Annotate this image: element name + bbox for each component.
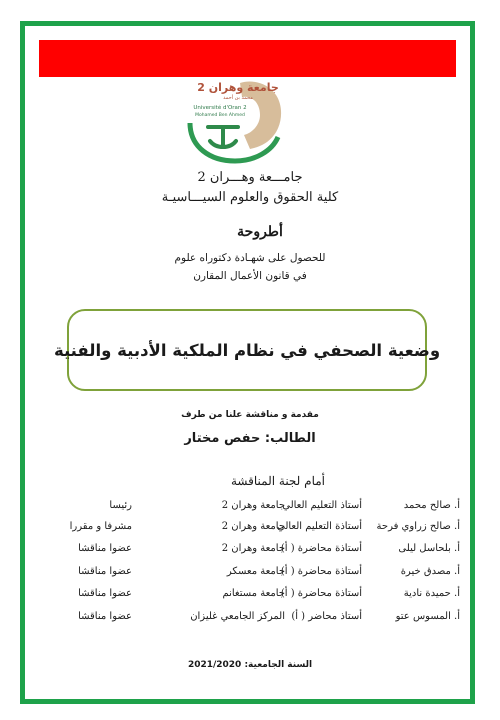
member-role: عضوا مناقشا [78, 588, 132, 599]
committee-member-row [0, 543, 500, 563]
member-institution: المركز الجامعي غليزان [190, 611, 285, 622]
member-rank: أستاذة محاضرة ( أ) [280, 588, 362, 599]
committee-member-row [0, 588, 500, 608]
committee-heading: أمام لجنة المناقشة [230, 474, 325, 488]
member-role: عضوا مناقشا [78, 611, 132, 622]
member-name: أ. المسوس عتو [395, 611, 460, 622]
member-rank: أستاذ التعليم العالي [282, 500, 362, 511]
member-name: أ. صالح زراوي فرحة [376, 521, 460, 532]
member-name: أ. صالح محمد [403, 500, 460, 511]
field-line: في قانون الأعمال المقارن [193, 270, 307, 282]
member-role: عضوا مناقشا [78, 543, 132, 554]
member-rank: أستاذة محاضرة ( أ) [280, 566, 362, 577]
member-institution: جامعة وهران 2 [221, 521, 285, 532]
member-institution: جامعة وهران 2 [221, 543, 285, 554]
member-name: أ. مصدق خيرة [400, 566, 460, 577]
committee-member-row [0, 500, 500, 520]
committee-member-row [0, 611, 500, 631]
logo-arabic-name: جامعة وهران 2 [197, 81, 279, 94]
faculty-line: كلية الحقوق والعلوم السيـــاسيـة [161, 190, 339, 205]
committee-member-row [0, 566, 500, 586]
member-institution: جامعة معسكر [226, 566, 285, 577]
thesis-title-box [53, 309, 441, 391]
thesis-title: وضعية الصحفي في نظام الملكية الأدبية والفنية [53, 340, 441, 360]
top-red-bar [39, 40, 456, 77]
member-name: أ. بلحاسل ليلى [398, 543, 460, 554]
thesis-label: أطروحة [237, 224, 283, 240]
student-name: الطالب: حفص مختار [184, 431, 316, 446]
logo-arabic-subname: محمد بن أحمد [223, 95, 253, 101]
committee-member-row [0, 521, 500, 541]
university-logo [180, 75, 290, 165]
member-rank: أستاذة محاضرة ( أ) [280, 543, 362, 554]
member-role: رئيسا [109, 500, 132, 511]
university-line: جامـــعة وهـــران 2 [197, 170, 303, 185]
member-role: عضوا مناقشا [78, 566, 132, 577]
member-name: أ. حميدة نادية [403, 588, 460, 599]
member-institution: جامعة مستغانم [222, 588, 285, 599]
member-role: مشرفا و مقررا [69, 521, 132, 532]
member-rank: أستاذة التعليم العالي [277, 521, 362, 532]
member-institution: جامعة وهران 2 [221, 500, 285, 511]
logo-french-subname: Mohamed Ben Ahmed [195, 113, 245, 118]
logo-french-name: Université d'Oran 2 [193, 105, 247, 111]
letter-emblem-icon [208, 127, 238, 147]
member-rank: أستاذ محاضر ( أ) [291, 611, 362, 622]
academic-year: السنة الجامعية: 2021/2020 [187, 660, 313, 670]
degree-line: للحصول على شهـادة دكتوراه علوم [174, 252, 326, 264]
presented-by-line: مقدمة و مناقشة علنا من طرف [181, 410, 319, 420]
